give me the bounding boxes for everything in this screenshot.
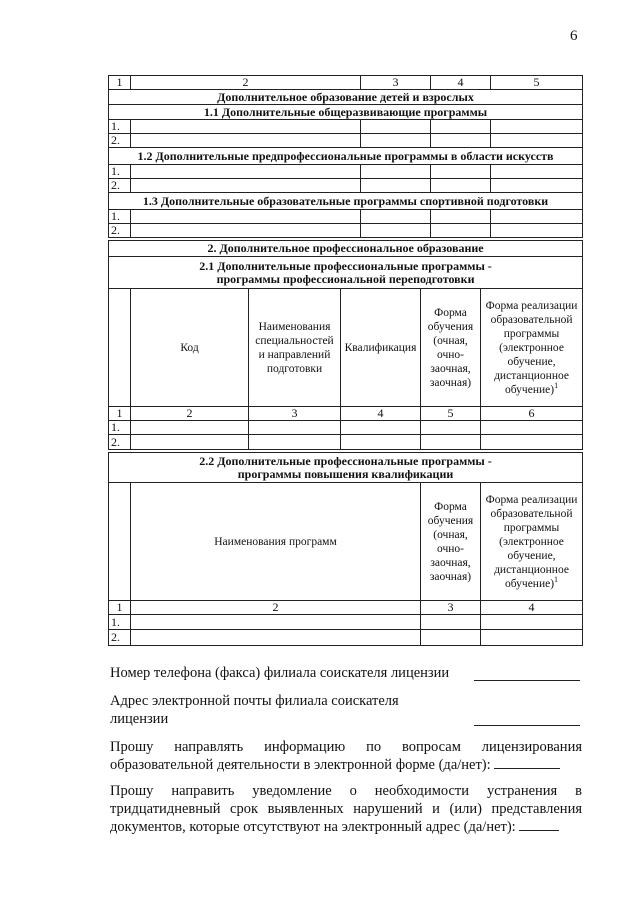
row-number: 1. (109, 120, 131, 134)
row-number: 1. (109, 165, 131, 179)
table-cell[interactable] (481, 435, 583, 450)
column-number: 2 (131, 76, 361, 90)
request-info-paragraph (110, 738, 582, 774)
column-number: 1 (109, 407, 131, 421)
request-info-text: Прошу направлять информацию по вопросам лицензирования образовательной деятельности в электронной форме (да/нет): (110, 739, 582, 773)
table-cell[interactable] (131, 435, 249, 450)
column-number: 4 (341, 407, 421, 421)
table-cell[interactable] (361, 179, 431, 193)
header-qualification: Квалификация (341, 289, 421, 407)
header-form-study: Форма обучения (очная, очно-заочная, заочная) (421, 483, 481, 601)
column-number: 4 (431, 76, 491, 90)
subsection-title (109, 453, 583, 483)
row-number: 2. (109, 630, 131, 646)
table-cell[interactable] (341, 435, 421, 450)
column-number: 2 (131, 601, 421, 615)
table-cell[interactable] (481, 421, 583, 435)
table-cell[interactable] (131, 120, 361, 134)
table-cell[interactable] (431, 179, 491, 193)
column-number: 3 (421, 601, 481, 615)
table-cell[interactable] (421, 615, 481, 630)
subsection-title-line: программы профессиональной переподготовки (216, 271, 475, 286)
email-label-line: лицензии (110, 711, 169, 727)
subsection-title-line: программы повышения квалификации (237, 466, 454, 481)
request-notice-text: Прошу направить уведомление о необходимости устранения в тридцатидневный срок выявленных нарушений и (или) представления документов, которые отсутствуют на электронный адрес (да/нет): (110, 783, 582, 835)
header-blank (109, 289, 131, 407)
table-cell[interactable] (421, 630, 481, 646)
request-info-answer-line[interactable] (494, 756, 560, 769)
table-cell[interactable] (481, 615, 583, 630)
education-table-retraining (108, 240, 583, 450)
row-number: 2. (109, 179, 131, 193)
table-cell[interactable] (249, 435, 341, 450)
table-cell[interactable] (131, 210, 361, 224)
header-form-implementation (481, 483, 583, 601)
education-table-general (108, 75, 583, 238)
table-cell[interactable] (491, 165, 583, 179)
column-number: 3 (361, 76, 431, 90)
section-title: 1.2 Дополнительные предпрофессиональные программы в области искусств (109, 148, 583, 165)
table-cell[interactable] (131, 179, 361, 193)
table-cell[interactable] (131, 630, 421, 646)
header-blank (109, 483, 131, 601)
table-cell[interactable] (131, 165, 361, 179)
table-cell[interactable] (131, 224, 361, 238)
section-title: 2. Дополнительное профессиональное образование (109, 241, 583, 257)
header-specialties: Наименования специальностей и направлений подготовки (249, 289, 341, 407)
education-table-advanced-training (108, 452, 583, 646)
table-cell[interactable] (491, 224, 583, 238)
header-form-implementation-text: Форма реализации образовательной программы (электронное обучение, дистанционное обучение) (485, 493, 578, 590)
phone-field-row (110, 664, 582, 682)
table-cell[interactable] (431, 134, 491, 148)
table-cell[interactable] (431, 224, 491, 238)
column-number: 4 (481, 601, 583, 615)
column-number: 5 (491, 76, 583, 90)
table-cell[interactable] (491, 134, 583, 148)
header-form-implementation (481, 289, 583, 407)
table-cell[interactable] (431, 210, 491, 224)
table-cell[interactable] (361, 134, 431, 148)
footnote-marker: 1 (554, 380, 559, 390)
table-cell[interactable] (431, 165, 491, 179)
row-number: 1. (109, 421, 131, 435)
section-title: 1.3 Дополнительные образовательные программы спортивной подготовки (109, 193, 583, 210)
email-label-line: Адрес электронной почты филиала соискателя (110, 693, 399, 709)
table-cell[interactable] (481, 630, 583, 646)
footnote-marker: 1 (554, 574, 559, 584)
subsection-title-line: 2.2 Дополнительные профессиональные программы - (199, 453, 492, 468)
table-cell[interactable] (431, 120, 491, 134)
email-input-line[interactable] (474, 709, 580, 726)
subsection-title (109, 257, 583, 289)
header-programs: Наименования программ (131, 483, 421, 601)
table-cell[interactable] (361, 210, 431, 224)
table-cell[interactable] (361, 224, 431, 238)
phone-label: Номер телефона (факса) филиала соискателя лицензии (110, 665, 450, 681)
table-cell[interactable] (131, 134, 361, 148)
column-number: 2 (131, 407, 249, 421)
table-cell[interactable] (131, 615, 421, 630)
request-notice-answer-line[interactable] (519, 818, 559, 831)
row-number: 2. (109, 134, 131, 148)
table-cell[interactable] (491, 179, 583, 193)
table-cell[interactable] (491, 120, 583, 134)
table-cell[interactable] (491, 210, 583, 224)
column-number: 3 (249, 407, 341, 421)
row-number: 2. (109, 224, 131, 238)
email-field-row (110, 692, 582, 728)
row-number: 1. (109, 210, 131, 224)
page-number: 6 (570, 28, 578, 44)
request-notice-paragraph (110, 782, 582, 836)
row-number: 2. (109, 435, 131, 450)
phone-input-line[interactable] (474, 664, 580, 681)
table-cell[interactable] (341, 421, 421, 435)
header-form-implementation-text: Форма реализации образовательной программы (электронное обучение, дистанционное обучение) (485, 299, 578, 396)
table-cell[interactable] (421, 421, 481, 435)
section-title: 1.1 Дополнительные общеразвивающие программы (109, 105, 583, 120)
column-number: 1 (109, 601, 131, 615)
row-number: 1. (109, 615, 131, 630)
table-title: Дополнительное образование детей и взрослых (109, 90, 583, 105)
column-number: 1 (109, 76, 131, 90)
subsection-title-line: 2.1 Дополнительные профессиональные программы - (199, 258, 492, 273)
table-cell[interactable] (249, 421, 341, 435)
column-number: 5 (421, 407, 481, 421)
column-number: 6 (481, 407, 583, 421)
table-cell[interactable] (421, 435, 481, 450)
header-code: Код (131, 289, 249, 407)
table-cell[interactable] (361, 165, 431, 179)
table-cell[interactable] (131, 421, 249, 435)
table-cell[interactable] (361, 120, 431, 134)
header-form-study: Форма обучения (очная, очно-заочная, заочная) (421, 289, 481, 407)
